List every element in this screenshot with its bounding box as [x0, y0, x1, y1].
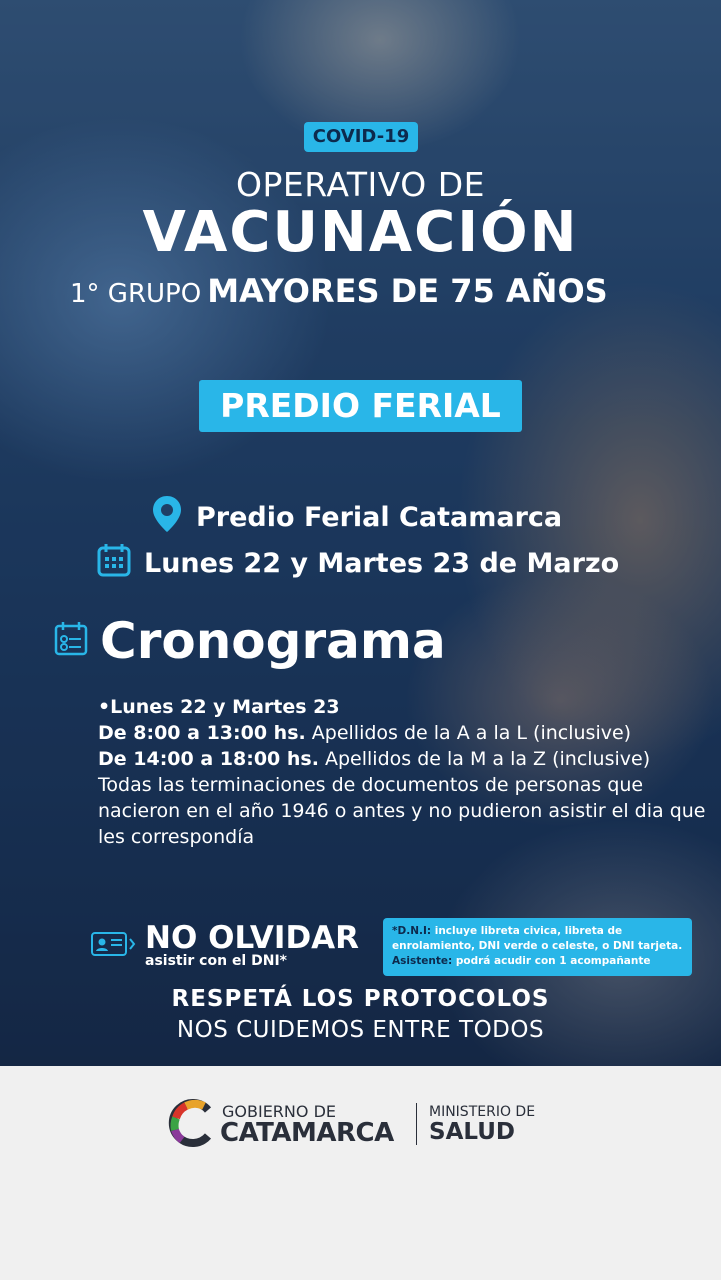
ministry-label-top: MINISTERIO DE [429, 1104, 536, 1120]
reminder-title: NO OLVIDAR [145, 920, 360, 956]
covid-badge: COVID-19 [304, 122, 418, 152]
schedule-note: Todas las terminaciones de documentos de personas que nacieron en el año 1946 o antes y no pudieron asistir el dia que les correspondía [98, 774, 706, 848]
heading-grupo [70, 272, 608, 310]
catamarca-logo-icon [168, 1098, 218, 1148]
asistente-text: podrá acudir con 1 acompañante [452, 955, 651, 967]
closing-line-2: NOS CUIDEMOS ENTRE TODOS [176, 1017, 545, 1043]
heading-operativo: OPERATIVO DE [236, 165, 485, 204]
grupo-label: 1° GRUPO [70, 279, 202, 309]
schedule-slot-2 [98, 746, 708, 772]
gov-label-bottom: CATAMARCA [220, 1118, 394, 1148]
dni-note-box [383, 918, 692, 976]
place-text: Predio Ferial Catamarca [196, 502, 563, 533]
gov-label-top: GOBIERNO DE [222, 1102, 336, 1121]
closing-line-1: RESPETÁ LOS PROTOCOLOS [171, 986, 550, 1012]
cronograma-header [52, 612, 446, 670]
slot-2-desc: Apellidos de la M a la Z (inclusive) [318, 748, 651, 770]
footer [0, 1066, 721, 1280]
dni-note-text: incluye libreta civica, libreta de enrolamiento, DNI verde o celeste, o DNI tarjeta. [392, 925, 683, 952]
dni-card-icon [90, 930, 138, 958]
asistente-label: Asistente: [392, 955, 453, 967]
ministry-label-bottom: SALUD [429, 1119, 515, 1145]
grupo-age: MAYORES DE 75 AÑOS [207, 272, 608, 310]
reminder-subtitle: asistir con el DNI* [145, 953, 287, 969]
cronograma-title: Cronograma [100, 612, 446, 670]
location-pin-icon [150, 494, 184, 541]
dni-note-label: *D.N.I: [392, 925, 432, 937]
schedule-icon [52, 619, 92, 663]
calendar-icon [96, 542, 132, 585]
heading-vacunacion: VACUNACIÓN [142, 200, 579, 265]
slot-2-time: De 14:00 a 18:00 hs. [98, 748, 319, 770]
place-row [150, 494, 562, 541]
slot-1-desc: Apellidos de la A a la L (inclusive) [305, 722, 632, 744]
schedule-days: •Lunes 22 y Martes 23 [98, 696, 340, 718]
date-row [96, 542, 619, 585]
footer-divider [416, 1103, 417, 1145]
schedule-details [98, 694, 708, 850]
slot-1-time: De 8:00 a 13:00 hs. [98, 722, 306, 744]
location-badge: PREDIO FERIAL [199, 380, 522, 432]
date-text: Lunes 22 y Martes 23 de Marzo [144, 548, 620, 579]
schedule-slot-1 [98, 720, 708, 746]
